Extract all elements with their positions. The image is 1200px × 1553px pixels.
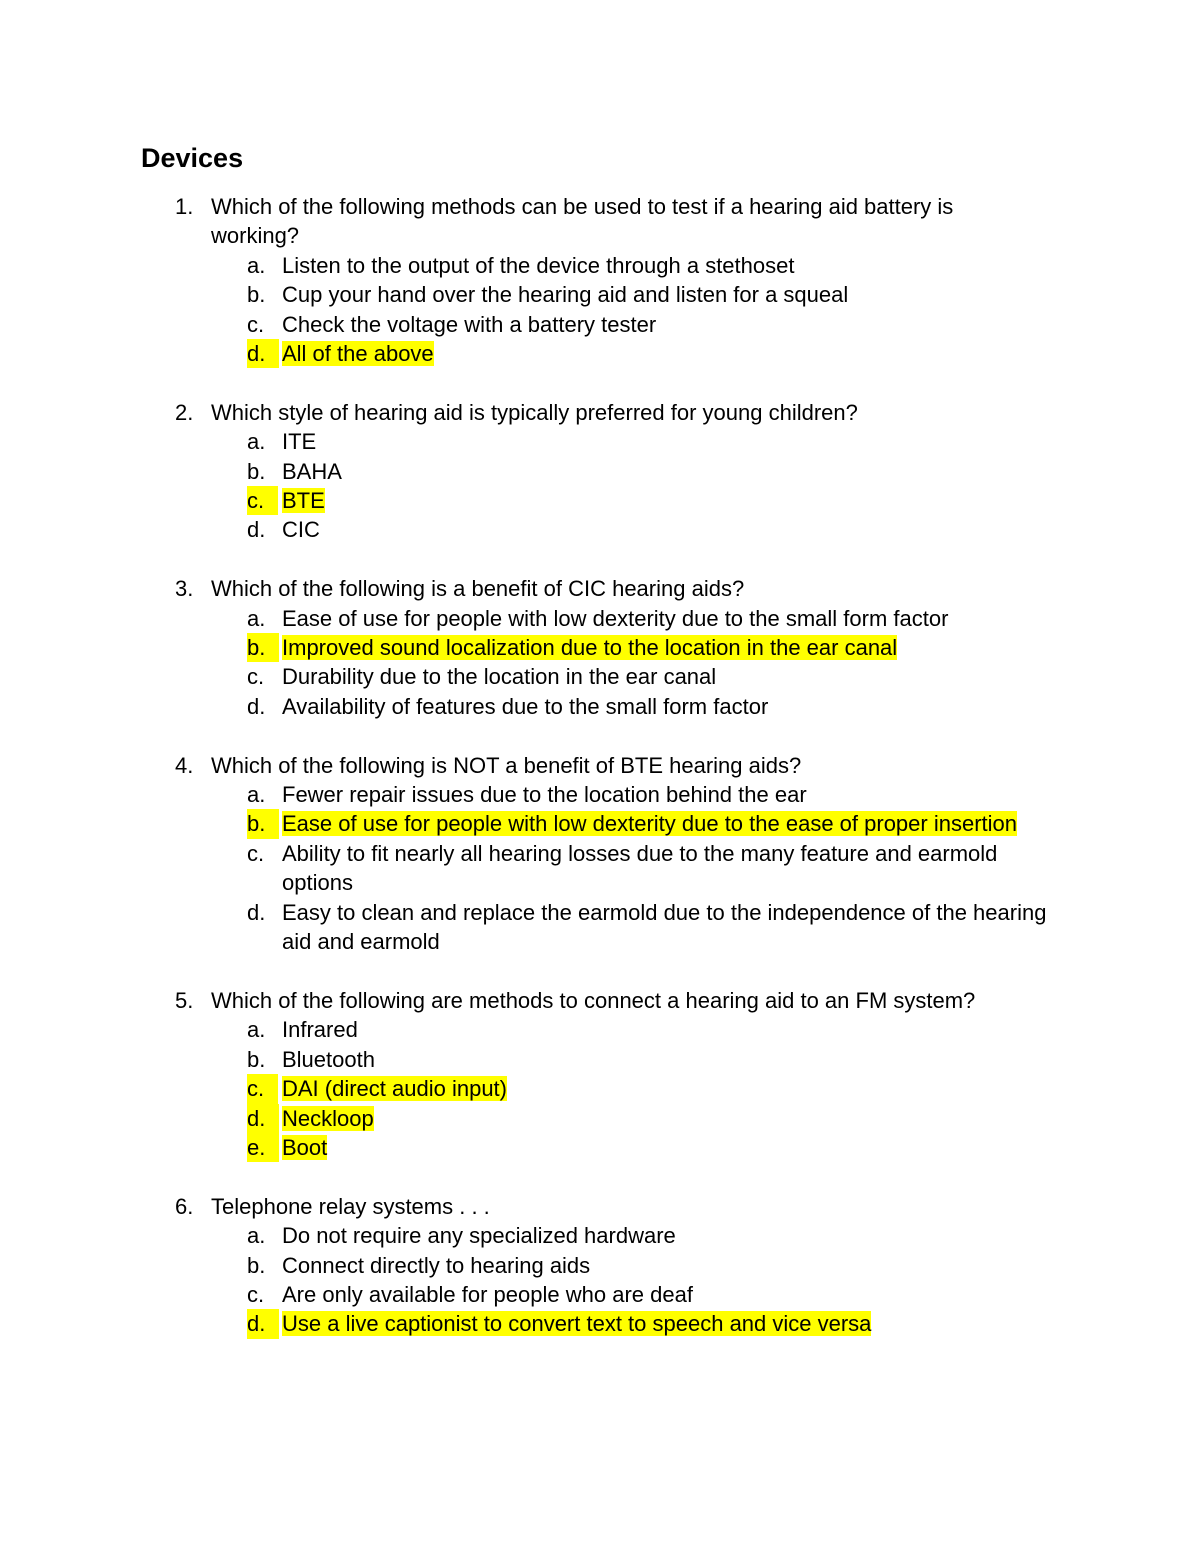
option-text: DAI (direct audio input)	[282, 1076, 507, 1102]
option-letter: c.	[247, 1281, 265, 1307]
option-item	[0, 839, 1200, 898]
option-text: Availability of features due to the small form factor	[282, 693, 769, 719]
option-item	[0, 251, 1200, 280]
option-letter: a.	[247, 1017, 266, 1043]
option-text: ITE	[282, 429, 317, 455]
option-item	[0, 339, 1200, 368]
option-text: CIC	[282, 517, 320, 543]
question-text: Which of the following methods can be used to test if a hearing aid battery is working?	[211, 194, 954, 249]
option-letter: b.	[247, 1046, 266, 1072]
option-item	[0, 457, 1200, 486]
option-item	[0, 1015, 1200, 1044]
option-item	[0, 1045, 1200, 1074]
option-text: Durability due to the location in the ear canal	[282, 664, 717, 690]
option-text: Fewer repair issues due to the location behind the ear	[282, 782, 807, 808]
question-3	[0, 574, 1200, 721]
option-item	[0, 486, 1200, 515]
question-text: Which of the following are methods to connect a hearing aid to an FM system?	[211, 987, 976, 1013]
option-text: Infrared	[282, 1017, 358, 1043]
option-text: Boot	[282, 1134, 328, 1160]
option-item	[0, 1104, 1200, 1133]
option-text: All of the above	[282, 341, 434, 367]
option-text: Bluetooth	[282, 1046, 375, 1072]
option-item	[0, 1251, 1200, 1280]
option-letter: d.	[247, 899, 266, 925]
option-letter: d.	[247, 693, 266, 719]
question-2	[0, 398, 1200, 545]
option-item	[0, 515, 1200, 544]
option-letter: c.	[247, 1074, 278, 1103]
option-text: Ability to fit nearly all hearing losses due to the many feature and earmold options	[282, 840, 998, 896]
option-item	[0, 310, 1200, 339]
option-letter: b.	[247, 458, 266, 484]
option-item	[0, 1133, 1200, 1162]
page-title: Devices	[141, 143, 244, 173]
option-letter: b.	[247, 633, 279, 662]
option-text: Listen to the output of the device through a stethoset	[282, 252, 795, 278]
question-1	[0, 192, 1200, 368]
option-letter: a.	[247, 1223, 266, 1249]
option-item	[0, 633, 1200, 662]
option-item	[0, 1280, 1200, 1309]
option-text: Are only available for people who are deaf	[282, 1281, 693, 1307]
option-letter: a.	[247, 252, 266, 278]
option-item	[0, 280, 1200, 309]
option-letter: d.	[247, 339, 279, 368]
option-text: BAHA	[282, 458, 342, 484]
option-letter: b.	[247, 809, 279, 838]
option-text: Cup your hand over the hearing aid and listen for a squeal	[282, 282, 849, 308]
option-letter: c.	[247, 311, 265, 337]
option-letter: a.	[247, 782, 266, 808]
option-item	[0, 780, 1200, 809]
option-item	[0, 427, 1200, 456]
option-letter: a.	[247, 605, 266, 631]
option-letter: e.	[247, 1133, 279, 1162]
option-letter: b.	[247, 1252, 266, 1278]
option-letter: d.	[247, 517, 266, 543]
option-item	[0, 1074, 1200, 1103]
option-text: Use a live captionist to convert text to speech and vice versa	[282, 1311, 872, 1337]
option-item	[0, 692, 1200, 721]
option-item	[0, 662, 1200, 691]
option-text: Easy to clean and replace the earmold due to the independence of the hearing aid and earmold	[282, 899, 1047, 955]
question-number: 6.	[175, 1193, 194, 1219]
option-text: Ease of use for people with low dexterity due to the ease of proper insertion	[282, 811, 1017, 837]
question-number: 1.	[175, 194, 194, 219]
question-6	[0, 1192, 1200, 1339]
option-letter: a.	[247, 429, 266, 455]
option-letter: c.	[247, 486, 278, 515]
option-text: Neckloop	[282, 1105, 374, 1131]
question-text: Which of the following is a benefit of CIC hearing aids?	[211, 576, 745, 602]
option-text: Connect directly to hearing aids	[282, 1252, 591, 1278]
option-item	[0, 1309, 1200, 1338]
question-list	[0, 192, 1200, 1368]
question-number: 3.	[175, 576, 194, 602]
option-item	[0, 604, 1200, 633]
option-item	[0, 898, 1200, 957]
option-text: Ease of use for people with low dexterity due to the small form factor	[282, 605, 949, 631]
question-number: 2.	[175, 399, 194, 425]
question-5	[0, 986, 1200, 1162]
option-letter: c.	[247, 840, 265, 866]
option-text: BTE	[282, 488, 325, 514]
option-item	[0, 1221, 1200, 1250]
option-letter: c.	[247, 664, 265, 690]
option-text: Improved sound localization due to the location in the ear canal	[282, 635, 898, 661]
option-text: Check the voltage with a battery tester	[282, 311, 657, 337]
question-text: Which of the following is NOT a benefit of BTE hearing aids?	[211, 752, 802, 778]
option-item	[0, 809, 1200, 838]
question-4	[0, 751, 1200, 957]
option-text: Do not require any specialized hardware	[282, 1223, 676, 1249]
question-text: Telephone relay systems . . .	[211, 1193, 490, 1219]
option-letter: b.	[247, 282, 266, 308]
question-text: Which style of hearing aid is typically preferred for young children?	[211, 399, 858, 425]
question-number: 4.	[175, 752, 194, 778]
option-letter: d.	[247, 1309, 279, 1338]
option-letter: d.	[247, 1104, 279, 1133]
question-number: 5.	[175, 987, 194, 1013]
